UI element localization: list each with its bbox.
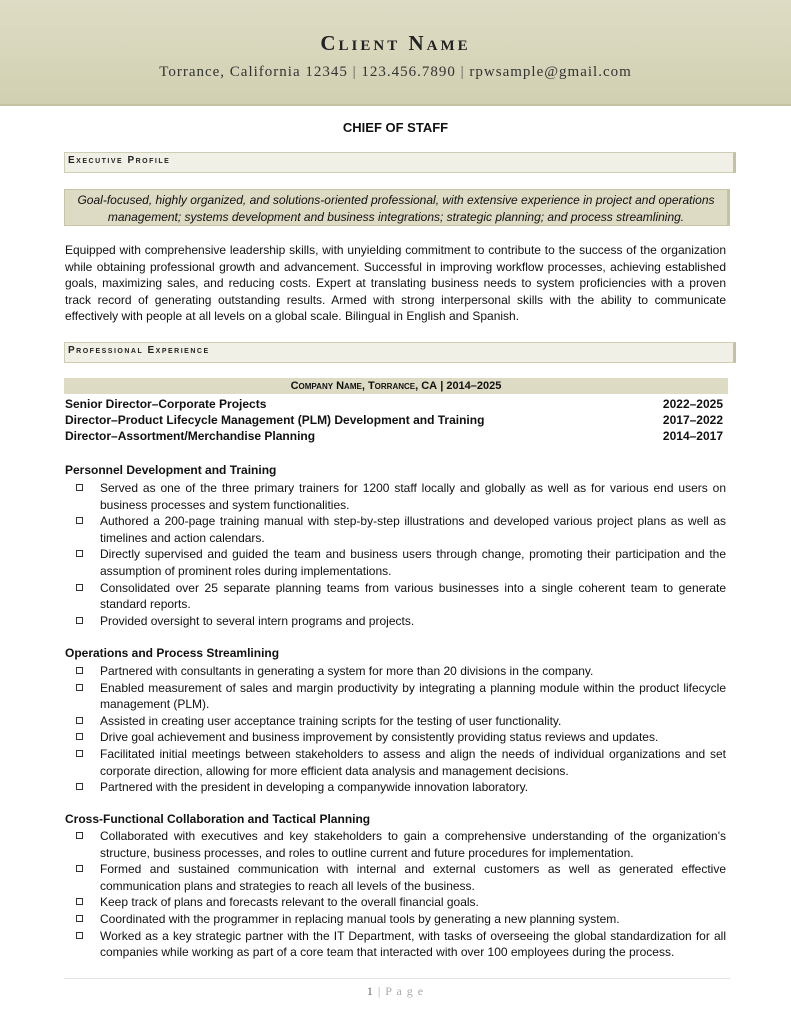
section-professional-experience [64,342,736,363]
company-dates: | 2014–2025 [440,380,502,392]
footer-divider [64,978,730,979]
square-bullet-icon [76,783,83,790]
square-bullet-icon [76,484,83,491]
list-item: Formed and sustained communication with internal and external customers as well as generated effective communication plans and strategies to reach all levels of the business. [65,861,726,894]
list-item: Partnered with consultants in generating a system for more than 20 divisions in the company. [65,663,726,680]
square-bullet-icon [76,667,83,674]
bullet-list [65,828,726,961]
page-footer [0,984,791,999]
separator: | [460,64,465,80]
location: Torrance, California 12345 [159,64,348,80]
square-bullet-icon [76,517,83,524]
subsection-heading: Personnel Development and Training [65,463,277,477]
list-item: Assisted in creating user acceptance training scripts for the testing of user functionality. [65,713,726,730]
section-executive-profile [64,152,736,173]
square-bullet-icon [76,684,83,691]
role-title: Director–Product Lifecycle Management (PLM) Development and Training [65,413,485,427]
square-bullet-icon [76,617,83,624]
profile-paragraph: Equipped with comprehensive leadership skills, with unyielding commitment to contribute to the success of the organization while obtaining professional growth and advancement. Successful in improving workflow processes, achieving established goals, maximizing sales, and reducing costs. Expert at translating business needs to system proficiencies with a proven track record of generating outstanding results. Armed with strong interpersonal skills with the ability to communicate effectively with people at all levels on a global scale. Bilingual in English and Spanish. [65,243,726,324]
list-item: Provided oversight to several intern programs and projects. [65,613,726,630]
bullet-list [65,663,726,796]
role-row [65,413,726,429]
list-item: Facilitated initial meetings between stakeholders to assess and align the needs of individual organizations and set corporate direction, allowing for more efficient data analysis and management decisions. [65,746,726,779]
email: rpwsample@gmail.com [469,64,632,80]
company-bar [64,378,728,394]
square-bullet-icon [76,898,83,905]
company-name: Company Name, Torrance, CA [290,380,438,392]
list-item: Consolidated over 25 separate planning teams from various businesses into a single coherent team to generate standard reports. [65,580,726,613]
square-bullet-icon [76,717,83,724]
role-dates: 2022–2025 [662,397,723,411]
list-item: Collaborated with executives and key stakeholders to gain a comprehensive understanding of the organization's structure, business processes, and roles to outline current and future procedures for implementation. [65,828,726,861]
list-item: Directly supervised and guided the team and business users through change, promoting their participation and the assumption of prominent roles during implementations. [65,546,726,579]
role-title: Director–Assortment/Merchandise Planning [65,429,316,443]
separator: | [377,984,382,998]
square-bullet-icon [76,865,83,872]
client-name: Client Name [320,31,471,55]
list-item: Partnered with the president in developing a companywide innovation laboratory. [65,779,726,796]
square-bullet-icon [76,932,83,939]
list-item: Keep track of plans and forecasts relevant to the overall financial goals. [65,894,726,911]
square-bullet-icon [76,733,83,740]
list-item: Worked as a key strategic partner with the IT Department, with tasks of overseeing the global standardization for all companies while working as part of a core team that interacted with over 100 employees during the process. [65,928,726,961]
square-bullet-icon [76,832,83,839]
summary-box: Goal-focused, highly organized, and solutions-oriented professional, with extensive experience in project and operations management; systems development and business integrations; strategic planning; and process streamlining. [64,189,730,226]
square-bullet-icon [76,750,83,757]
role-dates: 2017–2022 [662,413,723,427]
section-heading: Professional Experience [68,345,210,356]
list-item: Served as one of the three primary trainers for 1200 staff locally and globally as well as for various end users on business processes and system functionalities. [65,480,726,513]
square-bullet-icon [76,550,83,557]
section-heading: Executive Profile [68,155,171,166]
resume-header [0,0,791,106]
list-item: Drive goal achievement and business improvement by consistently providing status reviews and updates. [65,729,726,746]
bullet-list [65,480,726,629]
page-number: 1 [366,984,374,998]
role-row [65,397,726,413]
list-item: Coordinated with the programmer in replacing manual tools by generating a new planning system. [65,911,726,928]
separator: | [352,64,357,80]
document-title: CHIEF OF STAFF [342,120,449,135]
square-bullet-icon [76,915,83,922]
contact-line [0,64,791,81]
phone: 123.456.7890 [361,64,456,80]
role-title: Senior Director–Corporate Projects [65,397,267,411]
subsection-heading: Cross-Functional Collaboration and Tactical Planning [65,812,371,826]
subsection-heading: Operations and Process Streamlining [65,646,280,660]
role-dates: 2014–2017 [662,429,723,443]
list-item: Authored a 200-page training manual with step-by-step illustrations and developed various project plans as well as timelines and action calendars. [65,513,726,546]
role-row [65,429,726,445]
page-label: P a g e [385,984,425,998]
list-item: Enabled measurement of sales and margin productivity by integrating a planning module within the product lifecycle management (PLM). [65,680,726,713]
square-bullet-icon [76,584,83,591]
